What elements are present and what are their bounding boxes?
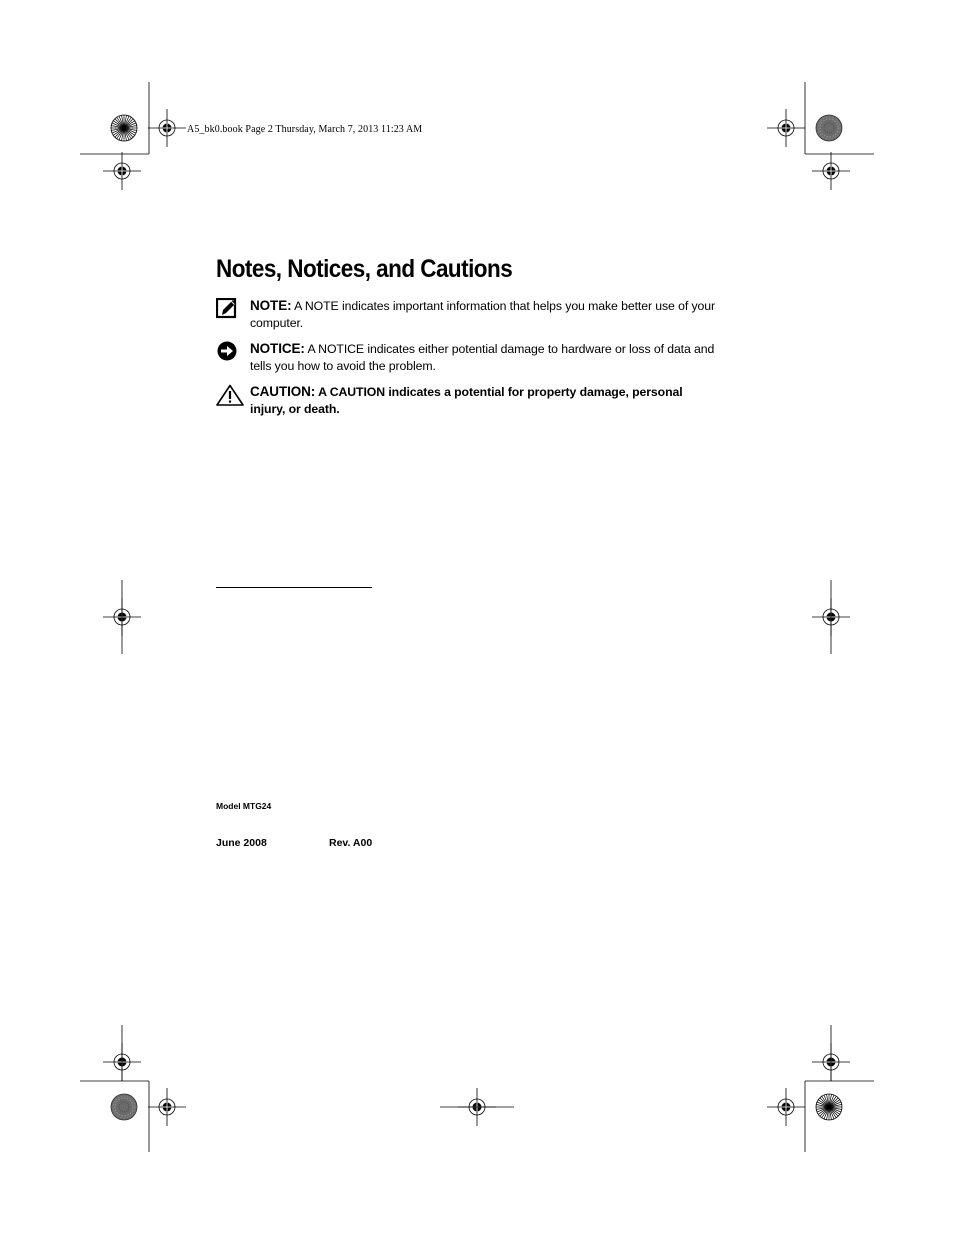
- notice-arrow-icon: [216, 341, 242, 363]
- model-number: Model MTG24: [216, 801, 272, 811]
- note-pencil-icon: [216, 298, 242, 320]
- revision-number: Rev. A00: [329, 837, 373, 849]
- page-header-file-info: A5_bk0.book Page 2 Thursday, March 7, 2013 11:23 AM: [187, 124, 423, 135]
- footnote-divider: [216, 587, 372, 588]
- page-title: Notes, Notices, and Cautions: [216, 255, 513, 283]
- caution-triangle-icon: [216, 384, 242, 406]
- caution-label: CAUTION:: [250, 384, 316, 399]
- caution-admonition: [216, 383, 721, 418]
- note-text: A NOTE indicates important information that helps you make better use of your computer.: [250, 299, 715, 330]
- caution-text: A CAUTION indicates a potential for property damage, personal injury, or death.: [250, 385, 683, 416]
- notice-text: A NOTICE indicates either potential damage to hardware or loss of data and tells you how to avoid the problem.: [250, 342, 715, 373]
- note-label: NOTE:: [250, 298, 292, 313]
- release-date: June 2008: [216, 837, 267, 849]
- notice-label: NOTICE:: [250, 341, 305, 356]
- note-admonition: [216, 297, 721, 332]
- notice-admonition: [216, 340, 721, 375]
